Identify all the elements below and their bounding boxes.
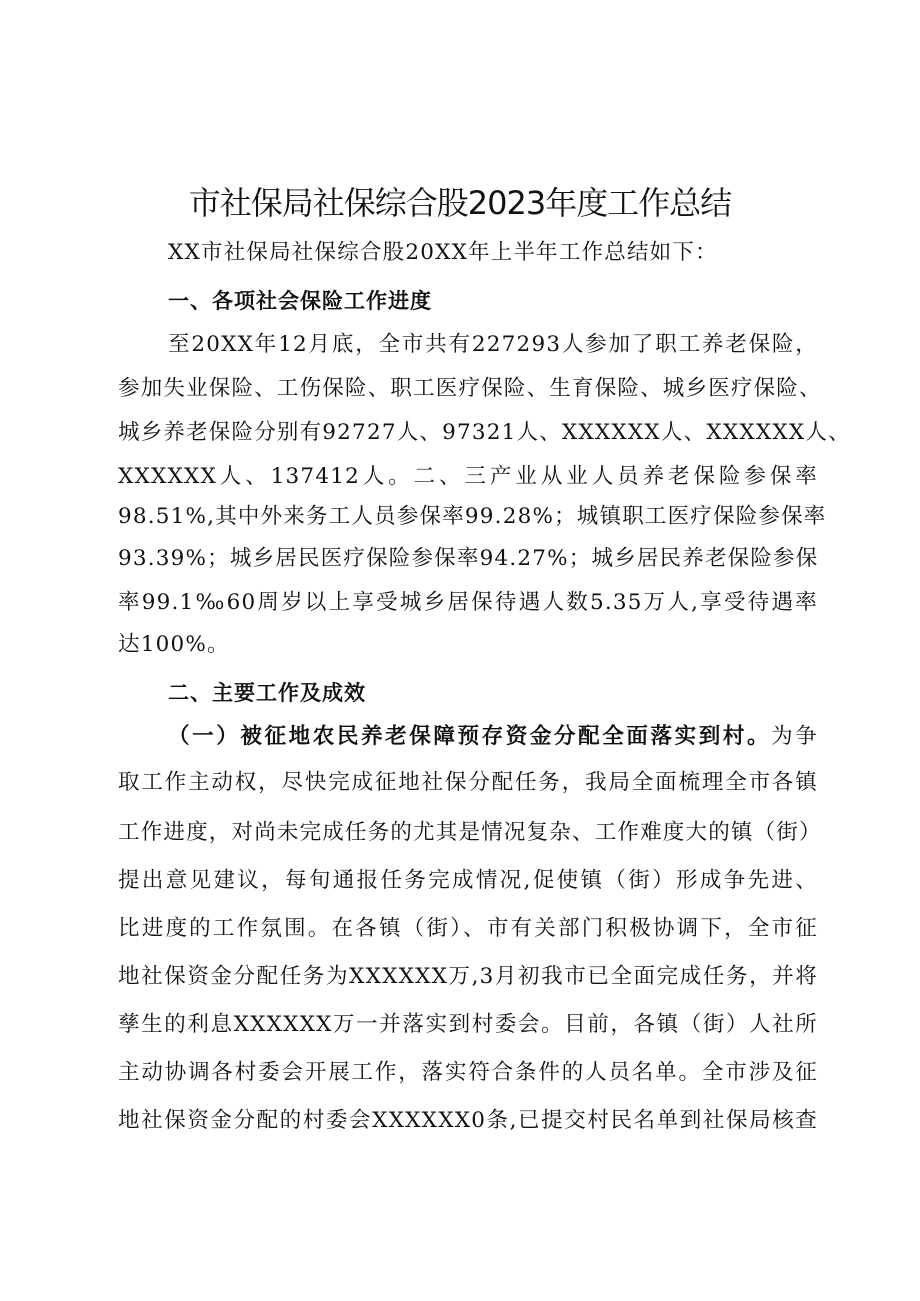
paragraph-line: 取工作主动权，尽快完成征地社保分配任务，我局全面梳理全市各镇 xyxy=(118,770,818,795)
paragraph-line: 提出意见建议，每旬通报任务完成情况,促使镇（街）形成争先进、 xyxy=(118,868,818,893)
paragraph-line: 工作进度，对尚未完成任务的尤其是情况复杂、工作难度大的镇（街） xyxy=(118,820,822,845)
subsection-lead-rest: 为争 xyxy=(771,724,818,749)
subsection-lead: （一）被征地农民养老保障预存资金分配全面落实到村。 xyxy=(168,724,772,749)
paragraph-line: 达100%。 xyxy=(118,632,230,657)
paragraph-line: 98.51%,其中外来务工人员参保率99.28%；城镇职工医疗保险参保率 xyxy=(118,504,827,529)
paragraph-line: 比进度的工作氛围。在各镇（街）、市有关部门积极协调下，全市征 xyxy=(118,916,818,941)
paragraph-line: 主动协调各村委会开展工作，落实符合条件的人员名单。全市涉及征 xyxy=(118,1060,818,1085)
paragraph-line: XXXXXX人、137412人。二、三产业从业人员养老保险参保率 xyxy=(118,464,818,489)
intro-paragraph: XX市社保局社保综合股20XX年上半年工作总结如下： xyxy=(168,240,718,265)
paragraph-line: 参加失业保险、工伤保险、职工医疗保险、生育保险、城乡医疗保险、 xyxy=(118,376,822,401)
document-title: 市社保局社保综合股2023年度工作总结 xyxy=(188,184,732,222)
paragraph-line: 至20XX年12月底，全市共有227293人参加了职工养老保险， xyxy=(168,332,818,357)
section-heading-progress: 一、各项社会保险工作进度 xyxy=(168,289,432,313)
paragraph-line: 孳生的利息XXXXXX万一并落实到村委会。目前，各镇（街）人社所 xyxy=(118,1012,818,1037)
paragraph-line: 地社保资金分配的村委会XXXXXX0条,已提交村民名单到社保局核查 xyxy=(118,1108,818,1133)
paragraph-line: 地社保资金分配任务为XXXXXX万,3月初我市已全面完成任务，并将 xyxy=(118,964,818,989)
paragraph-line: 93.39%；城乡居民医疗保险参保率94.27%；城乡居民养老保险参保 xyxy=(118,546,819,571)
paragraph-line: 率99.1‰60周岁以上享受城乡居保待遇人数5.35万人,享受待遇率 xyxy=(118,590,818,615)
paragraph-line: 城乡养老保险分别有92727人、97321人、XXXXXX人、XXXXXX人、 xyxy=(118,420,851,445)
section-heading-achievements: 二、主要工作及成效 xyxy=(168,681,366,705)
subsection-first-line xyxy=(168,722,818,752)
